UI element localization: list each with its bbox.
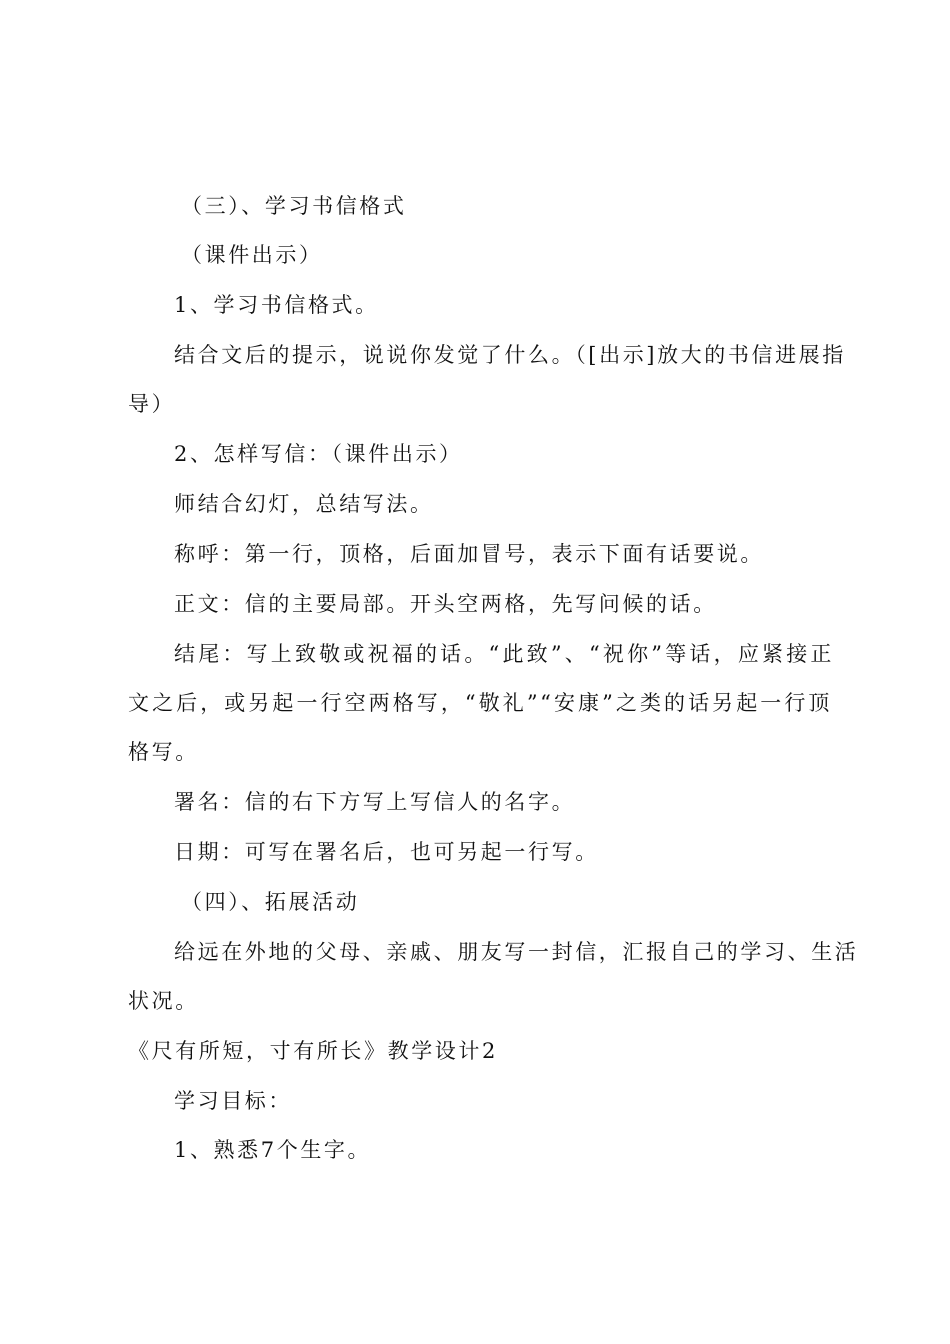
paragraph-continuation: 格写。	[128, 740, 199, 764]
paragraph: 日期：可写在署名后，也可另起一行写。	[174, 840, 599, 864]
document-title: 《尺有所短，寸有所长》教学设计2	[128, 1039, 498, 1063]
paragraph: 结合文后的提示，说说你发觉了什么。（[出示]放大的书信进展指	[174, 343, 846, 367]
section-heading-3: （三）、学习书信格式	[181, 194, 407, 218]
paragraph: 称呼：第一行，顶格，后面加冒号，表示下面有话要说。	[174, 542, 764, 566]
paragraph-continuation: 文之后，或另起一行空两格写，“敬礼”“安康”之类的话另起一行顶	[128, 691, 832, 715]
paragraph-continuation: 状况。	[128, 989, 199, 1013]
list-item: 1、学习书信格式。	[174, 293, 379, 317]
list-item: 1、熟悉7个生字。	[174, 1138, 372, 1162]
paragraph: 师结合幻灯，总结写法。	[174, 492, 434, 516]
paragraph: 正文：信的主要局部。开头空两格，先写问候的话。	[174, 592, 717, 616]
list-item: 2、怎样写信：（课件出示）	[174, 442, 463, 466]
paragraph-continuation: 导）	[128, 392, 176, 416]
paragraph: （课件出示）	[181, 243, 323, 267]
paragraph: 结尾：写上致敬或祝福的话。“此致”、“祝你”等话，应紧接正	[174, 642, 834, 666]
paragraph: 学习目标：	[174, 1089, 292, 1113]
paragraph: 给远在外地的父母、亲戚、朋友写一封信，汇报自己的学习、生活	[174, 940, 859, 964]
paragraph: 署名：信的右下方写上写信人的名字。	[174, 790, 576, 814]
section-heading-4: （四）、拓展活动	[181, 890, 360, 914]
